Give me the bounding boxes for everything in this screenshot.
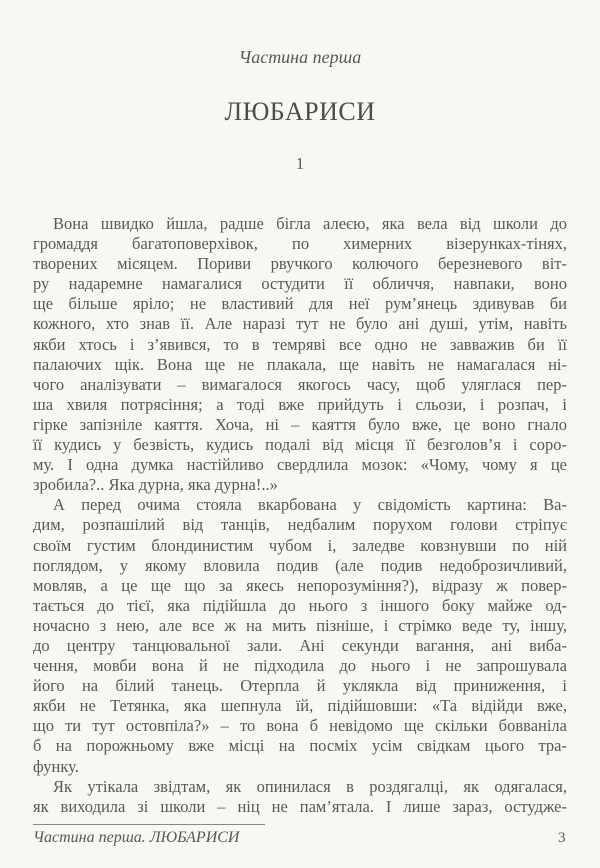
text-line: чого аналізувати – вимагалося якогось часу, щоб уляглася пер- (33, 374, 567, 394)
body-text (33, 214, 567, 817)
text-line: якби хтось і з’явився, то в темряві все одно не завважив би її (33, 334, 567, 354)
text-line: ночасно з нею, але все ж на мить пізніше, і стрімко веде ту, іншу, (33, 615, 567, 635)
text-line: дим, розпашілий від танців, недбалим порухом голови стріпує (33, 515, 567, 535)
text-line: тається до тієї, яка підійшла до нього з іншого боку майже од- (33, 595, 567, 615)
text-line: Вона швидко йшла, радше бігла алеєю, яка вела від школи до (53, 214, 567, 233)
text-line: ша хвиля потрясіння; а тоді вже прийдуть і сльози, і розпач, і (33, 394, 567, 414)
text-line: функу. (33, 756, 79, 776)
text-line: му. І одна думка настійливо свердлила мозок: «Чому, чому я це (33, 455, 567, 475)
text-line: чення, мовби вона й не підходила до нього і не запрошувала (33, 656, 567, 676)
section-number: 1 (295, 154, 305, 173)
text-line: мовляв, а це ще що за якесь непорозуміння?), відразу ж повер- (33, 575, 567, 595)
text-line: як виходила зі школи – ніц не пам’ятала. І лише зараз, остудже- (33, 796, 567, 816)
text-line: зробила?.. Яка дурна, яка дурна!..» (33, 475, 278, 495)
text-line: ще більше яріло; не властивий для неї рум’янець здивував би (33, 294, 567, 314)
text-line: Як утікала звідтам, як опинилася в роздягалці, як одягалася, (53, 776, 567, 796)
page-number: 3 (558, 830, 566, 846)
part-heading: Частина перша (238, 47, 362, 67)
text-line: поглядом, у якому вловила подив (але подив недоброзичливий, (33, 555, 567, 575)
text-line: А перед очима стояла вкарбована у свідомість картина: Ва- (53, 495, 567, 515)
text-line: палаючих щік. Вона ще не плакала, ще навіть не намагалася ні- (33, 354, 567, 374)
text-line: до центру танцювальної зали. Ані секунди вагання, ані виба- (33, 635, 567, 655)
text-line: його на білий танець. Отерпла й уклякла від приниження, і (33, 676, 567, 696)
text-line: її кудись у безвість, кудись подалі від місця її безголов’я і соро- (33, 435, 567, 455)
text-line: громаддя багатоповерхівок, по химерних візерунках-тінях, (33, 234, 567, 254)
text-line: що ти тут остовпіла?» – то вона б невідомо ще скільки бовваніла (33, 716, 567, 736)
text-line: б на порожньому вже місці на посміх усім свідкам цього тра- (33, 736, 567, 756)
text-line: якби не Тетянка, яка шепнула їй, підійшовши: «Та відійди вже, (33, 696, 567, 716)
chapter-title: ЛЮБАРИСИ (224, 97, 376, 126)
text-line: кожного, хто знав її. Але наразі тут не було ані душі, утім, навіть (33, 314, 567, 334)
text-line: гірке запізніле каяття. Хоча, ні – каяття було вже, це воно гнало (33, 414, 567, 434)
running-footer: Частина перша. ЛЮБАРИСИ (33, 829, 240, 846)
text-line: творених місяцем. Пориви рвучкого колючого березневого віт- (33, 254, 567, 274)
text-line: своїм густим блондинистим чубом і, заледве ковзнувши по ній (33, 535, 567, 555)
footer-rule (33, 824, 265, 825)
text-line: ру надаремне намагалися остудити її обличчя, навпаки, воно (33, 274, 567, 294)
